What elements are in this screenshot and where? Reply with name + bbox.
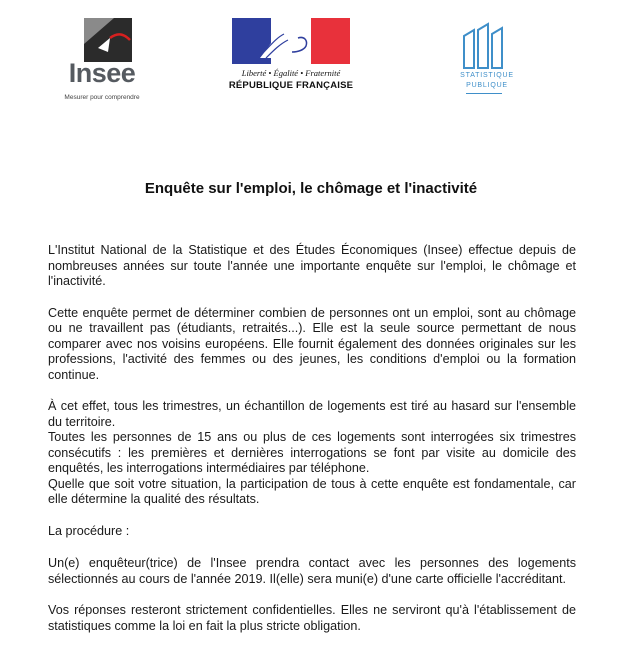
statistique-publique-line1: STATISTIQUE <box>460 72 514 79</box>
insee-tagline: Mesurer pour comprendre <box>64 94 140 101</box>
paragraph-participation: Quelle que soit votre situation, la participation de tous à cette enquête est fondamentale, car elle détermine la qualité des résultats. <box>48 476 576 506</box>
paragraph-procedure: Un(e) enquêteur(trice) de l'Insee prendra contact avec les personnes des logements sélectionnés au cours de l'année 2019. Il(elle) sera muni(e) d'une carte officielle l'accréditant. <box>48 556 576 586</box>
insee-logo <box>62 18 142 104</box>
paragraph-confidentiality: Vos réponses resteront strictement confidentielles. Elles ne serviront qu'à l'établissement de statistiques comme la loi en fait la plus stricte obligation. <box>48 603 576 633</box>
statistique-publique-logo <box>458 22 516 98</box>
republique-name: RÉPUBLIQUE FRANÇAISE <box>228 80 354 91</box>
insee-mark-icon <box>84 18 132 62</box>
insee-wordmark: Insee <box>68 58 136 88</box>
statistique-publique-building-icon <box>462 22 506 70</box>
paragraph-intro: L'Institut National de la Statistique et des Études Économiques (Insee) effectue depuis de nombreuses années sur toute l'année une importante enquête sur l'emploi, le chômage et l'inactivité. <box>48 243 576 288</box>
paragraph-purpose: Cette enquête permet de déterminer combien de personnes ont un emploi, sont au chômage ou ne travaillent pas (étudiants, retraités...). Elle est la seule source permettant de nous comparer avec nos voisins européens. Elle fournit également des données originales sur les professions, l'activité des femmes ou des jeunes, les conditions d'emploi ou la formation continue. <box>48 305 576 382</box>
document-body <box>48 243 576 634</box>
document-title: Enquête sur l'emploi, le chômage et l'inactivité <box>144 180 478 197</box>
procedure-heading: La procédure : <box>48 523 130 538</box>
paragraph-sample: À cet effet, tous les trimestres, un échantillon de logements est tiré au hasard sur l'ensemble du territoire. <box>48 399 576 429</box>
statistique-publique-underline <box>466 93 502 94</box>
marianne-flag-icon <box>232 18 350 64</box>
republique-francaise-logo <box>228 18 354 98</box>
paragraph-interviews: Toutes les personnes de 15 ans ou plus de ces logements sont interrogées six trimestres consécutifs : les premières et dernières interrogations se font par visite au domicile des enquêtés, les interrogations intermédiaires par téléphone. <box>48 430 576 475</box>
republique-motto: Liberté • Égalité • Fraternité <box>241 68 341 78</box>
statistique-publique-line2: PUBLIQUE <box>466 82 508 89</box>
